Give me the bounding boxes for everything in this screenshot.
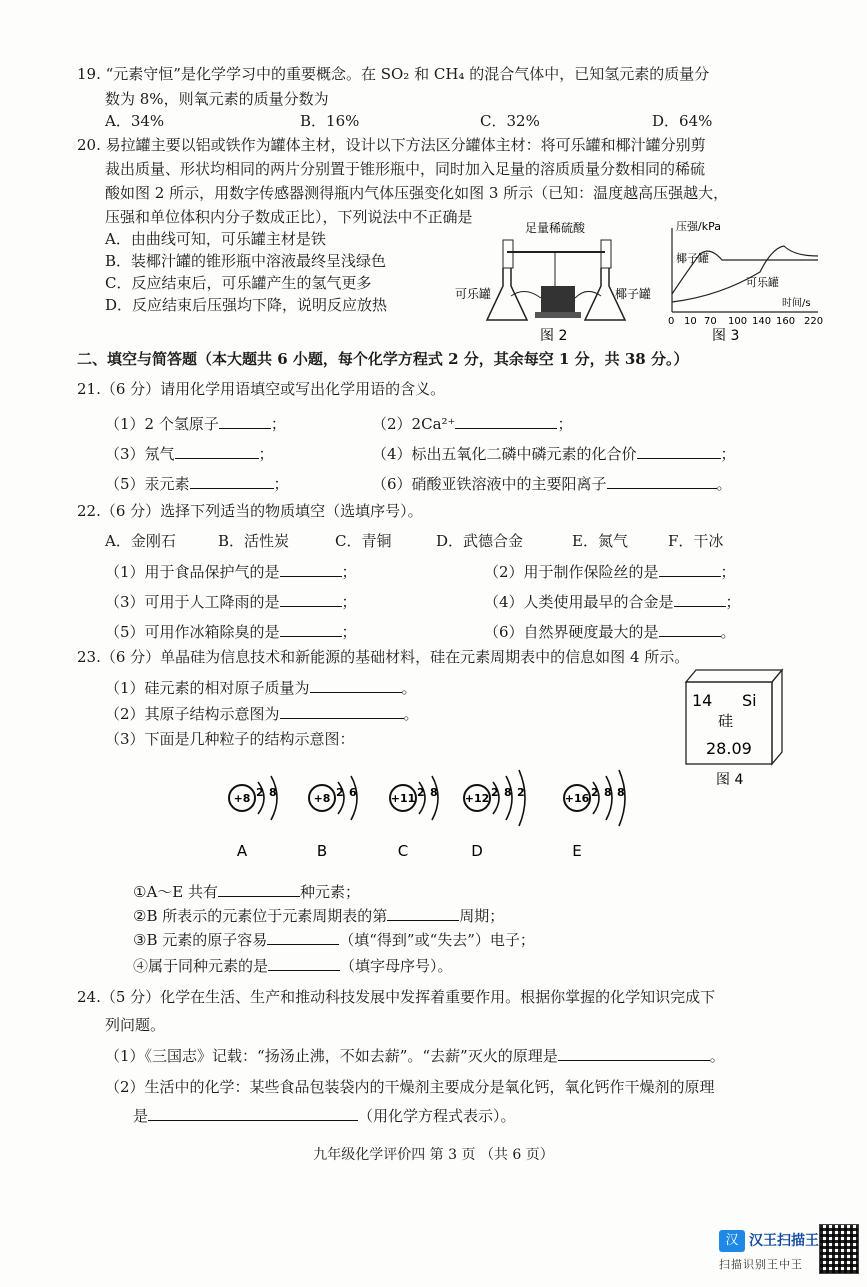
q22-item-1: （1）用于食品保护气的是 ； xyxy=(105,560,357,583)
q23-sub-3-text: ③B 元素的原子容易 xyxy=(133,931,268,949)
fig3-tick-label: 70 xyxy=(704,316,717,327)
fig2-right-label: 椰子罐 xyxy=(615,287,652,301)
q21-answer-4[interactable] xyxy=(637,442,721,459)
figure-4-si-cell xyxy=(682,668,786,788)
q20-line1: 20. 易拉罐主要以铝或铁作为罐体主材，设计以下方法区分罐体主材：将可乐罐和椰汁罐分别剪 xyxy=(77,136,706,154)
electron-count: 2 xyxy=(517,786,525,799)
fig4-mass: 28.09 xyxy=(706,739,752,758)
q23-sub-4-tail: （填字母序号）。 xyxy=(340,957,453,975)
scanner-watermark xyxy=(719,1224,859,1280)
electron-count: 2 xyxy=(491,786,499,799)
q22-item-4: （4）人类使用最早的合金是 ； xyxy=(484,590,741,613)
fig3-xlabel: 时间/s xyxy=(782,298,811,309)
nucleus-charge: +8 xyxy=(313,792,331,805)
q21-item-3: （3）氖气 ； xyxy=(105,442,274,465)
figure-2-apparatus xyxy=(455,216,660,346)
particle-c xyxy=(390,776,438,860)
q21-item-6-text: （6）硝酸亚铁溶液中的主要阳离子 xyxy=(372,475,607,493)
q22-choice-b: B．活性炭 xyxy=(218,532,290,550)
particle-e xyxy=(564,770,625,860)
q21-item-6: （6）硝酸亚铁溶液中的主要阳离子 。 xyxy=(372,472,732,495)
q21-item-2-text: （2）2Ca²⁺ xyxy=(372,415,456,433)
q23-sub-answer-4[interactable] xyxy=(268,954,340,971)
q23-sub-2-text: ②B 所表示的元素位于元素周期表的第 xyxy=(133,907,388,925)
qr-code-icon xyxy=(819,1224,859,1274)
q20-line2: 裁出质量、形状均相同的两片分别置于锥形瓶中，同时加入足量的溶质质量分数相同的稀硫 xyxy=(105,160,706,178)
q22-item-3: （3）可用于人工降雨的是 ； xyxy=(105,590,357,613)
electron-count: 8 xyxy=(504,786,512,799)
q19-line1: 19. “元素守恒”是化学学习中的重要概念。在 SO₂ 和 CH₄ 的混合气体中，已知氢元素的质量分 xyxy=(77,65,710,83)
electron-count: 2 xyxy=(336,786,344,799)
data-logger xyxy=(541,286,575,312)
fig3-series-cola: 可乐罐 xyxy=(746,276,779,289)
fig3-series-coconut: 椰子罐 xyxy=(676,252,709,265)
q21-answer-3[interactable] xyxy=(175,442,259,459)
q24-line1: 24.（5 分）化学在生活、生产和推动科技发展中发挥着重要作用。根据你掌握的化学知识完成下 xyxy=(77,988,716,1006)
page-footer: 九年级化学评价四 第 3 页 （共 6 页） xyxy=(313,1147,554,1163)
q22-item-1-text: （1）用于食品保护气的是 xyxy=(105,563,280,581)
q23-sub-3 xyxy=(133,928,535,951)
left-flask xyxy=(487,268,527,320)
q23-stem: 23.（6 分）单晶硅为信息技术和新能源的基础材料，硅在元素周期表中的信息如图 4 所示。 xyxy=(77,648,690,666)
electron-count: 8 xyxy=(604,786,612,799)
electron-count: 8 xyxy=(617,786,625,799)
q22-item-2-text: （2）用于制作保险丝的是 xyxy=(484,563,659,581)
fig3-tick-label: 0 xyxy=(668,316,675,327)
q22-answer-4[interactable] xyxy=(674,590,726,607)
q22-answer-1[interactable] xyxy=(280,560,342,577)
fig3-tick-labels xyxy=(668,316,823,327)
fig3-ylabel: 压强/kPa xyxy=(676,220,721,233)
q19-line2: 数为 8%，则氧元素的质量分数为 xyxy=(105,90,329,108)
q22-item-5: （5）可用作冰箱除臭的是 ； xyxy=(105,620,357,643)
q23-sub-2-tail: 周期； xyxy=(459,907,505,925)
q23-part-1: （1）硅元素的相对原子质量为 。 xyxy=(105,676,417,699)
particle-label: E xyxy=(572,842,582,860)
particle-diagrams xyxy=(215,752,665,864)
q23-sub-1-text: ①A～E 共有 xyxy=(133,883,218,901)
q24-part-2: （2）生活中的化学：某些食品包装袋内的干燥剂主要成分是氧化钙，氧化钙作干燥剂的原理 xyxy=(105,1078,715,1096)
q19-option-b: B．16% xyxy=(300,112,360,130)
fig4-symbol: Si xyxy=(742,691,757,710)
q22-answer-2[interactable] xyxy=(659,560,721,577)
q20-option-a: A．由曲线可知，可乐罐主材是铁 xyxy=(105,230,326,248)
electron-count: 2 xyxy=(591,786,599,799)
q24-part-2-is: 是 xyxy=(133,1107,149,1125)
figure-3-chart xyxy=(660,216,825,346)
q22-answer-6[interactable] xyxy=(659,620,721,637)
q19-option-c: C．32% xyxy=(480,112,540,130)
q22-answer-3[interactable] xyxy=(280,590,342,607)
q21-stem: 21.（6 分）请用化学用语填空或写出化学用语的含义。 xyxy=(77,380,446,398)
q20-option-d: D．反应结束后压强均下降，说明反应放热 xyxy=(105,296,388,314)
q22-choice-c: C．青铜 xyxy=(335,532,392,550)
particle-b xyxy=(309,776,357,860)
q24-part-1: （1）《三国志》记载：“扬汤止沸，不如去薪”。“去薪”灭火的原理是 。 xyxy=(105,1044,725,1067)
q23-sub-3-tail: （填“得到”或“失去”）电子； xyxy=(339,931,535,949)
watermark-logo: 汉 xyxy=(719,1230,745,1252)
q22-item-4-text: （4）人类使用最早的合金是 xyxy=(484,593,674,611)
q23-sub-answer-2[interactable] xyxy=(387,904,459,921)
q22-choice-a: A．金刚石 xyxy=(105,532,176,550)
particle-a xyxy=(229,776,277,860)
q24-part-2-cont xyxy=(133,1104,516,1127)
q20-line4: 压强和单位体积内分子数成正比），下列说法中不正确是 xyxy=(105,208,473,226)
particle-label: A xyxy=(236,842,248,860)
q22-choice-d: D．武德合金 xyxy=(436,532,524,550)
fig3-tick-label: 160 xyxy=(776,316,796,327)
fig3-tick-label: 220 xyxy=(804,316,824,327)
section-2-heading: 二、填空与简答题（本大题共 6 小题，每个化学方程式 2 分，其余每空 1 分，共 38 分。） xyxy=(77,350,689,368)
fig3-caption: 图 3 xyxy=(712,328,740,344)
q22-choice-f: F．干冰 xyxy=(668,532,724,550)
q21-item-2: （2）2Ca²⁺ ； xyxy=(372,412,572,435)
nucleus-charge: +16 xyxy=(564,792,590,805)
fig3-tick-label: 140 xyxy=(752,316,772,327)
particle-label: D xyxy=(471,842,483,860)
fig4-name: 硅 xyxy=(718,712,734,730)
nucleus-charge: +12 xyxy=(464,792,490,805)
electron-count: 6 xyxy=(349,786,357,799)
q23-sub-answer-3[interactable] xyxy=(267,928,339,945)
watermark-name: 汉王扫描王 xyxy=(749,1233,819,1249)
q23-sub-4-text: ④属于同种元素的是 xyxy=(133,957,269,975)
q24-answer-2[interactable] xyxy=(148,1104,358,1121)
q21-answer-2[interactable] xyxy=(455,412,557,429)
q21-item-4-text: （4）标出五氧化二磷中磷元素的化合价 xyxy=(372,445,637,463)
fig2-caption: 图 2 xyxy=(540,328,568,344)
q21-item-3-text: （3）氖气 xyxy=(105,445,175,463)
fig3-tick-label: 100 xyxy=(728,316,748,327)
q24-part-1-text: （1）《三国志》记载：“扬汤止沸，不如去薪”。“去薪”灭火的原理是 xyxy=(105,1047,558,1065)
fig4-caption: 图 4 xyxy=(716,772,744,788)
q21-item-1: （1）2 个氢原子 ； xyxy=(105,412,286,435)
q22-item-6: （6）自然界硬度最大的是 。 xyxy=(484,620,736,643)
q21-item-4: （4）标出五氧化二磷中磷元素的化合价 ； xyxy=(372,442,736,465)
q19-option-d: D．64% xyxy=(652,112,713,130)
q22-answer-5[interactable] xyxy=(280,620,342,637)
q21-item-5-text: （5）汞元素 xyxy=(105,475,190,493)
q21-answer-6[interactable] xyxy=(607,472,717,489)
q24-part-2-tail: （用化学方程式表示）。 xyxy=(358,1107,516,1125)
q20-option-b: B．装椰汁罐的锥形瓶中溶液最终呈浅绿色 xyxy=(105,252,387,270)
particle-label: C xyxy=(397,842,409,860)
q23-sub-2 xyxy=(133,904,504,927)
electron-count: 8 xyxy=(269,786,277,799)
electron-count: 2 xyxy=(256,786,264,799)
particle-d xyxy=(464,770,525,860)
q24-line2: 列问题。 xyxy=(105,1016,166,1034)
q22-item-2: （2）用于制作保险丝的是 ； xyxy=(484,560,736,583)
q24-answer-1[interactable] xyxy=(558,1044,710,1061)
q23-answer-2[interactable] xyxy=(280,702,404,719)
q23-sub-1-tail: 种元素； xyxy=(300,883,361,901)
q22-item-3-text: （3）可用于人工降雨的是 xyxy=(105,593,280,611)
watermark-tag: 扫描识别王中王 xyxy=(719,1258,803,1271)
q23-part-1-text: （1）硅元素的相对原子质量为 xyxy=(105,679,310,697)
q23-answer-1[interactable] xyxy=(310,676,402,693)
fig2-acid-label: 足量稀硫酸 xyxy=(525,221,586,235)
electron-count: 2 xyxy=(417,786,425,799)
fig3-tick-label: 10 xyxy=(684,316,697,327)
q22-choice-e: E．氮气 xyxy=(572,532,628,550)
q22-item-6-text: （6）自然界硬度最大的是 xyxy=(484,623,659,641)
q23-part-3: （3）下面是几种粒子的结构示意图： xyxy=(105,730,355,748)
fig2-left-label: 可乐罐 xyxy=(455,287,492,301)
q20-option-c: C．反应结束后，可乐罐产生的氢气更多 xyxy=(105,274,372,292)
q21-answer-1[interactable] xyxy=(219,412,271,429)
fig4-atomic-number: 14 xyxy=(692,691,713,710)
nucleus-charge: +8 xyxy=(233,792,251,805)
q23-sub-answer-1[interactable] xyxy=(218,880,300,897)
q21-answer-5[interactable] xyxy=(190,472,274,489)
q22-item-5-text: （5）可用作冰箱除臭的是 xyxy=(105,623,280,641)
q21-item-5: （5）汞元素 ； xyxy=(105,472,289,495)
q23-sub-4 xyxy=(133,954,453,977)
q23-sub-1 xyxy=(133,880,360,903)
nucleus-charge: +11 xyxy=(390,792,416,805)
q23-part-2-text: （2）其原子结构示意图为 xyxy=(105,705,280,723)
electron-count: 8 xyxy=(430,786,438,799)
q21-item-1-text: （1）2 个氢原子 xyxy=(105,415,219,433)
q19-option-a: A．34% xyxy=(105,112,165,130)
q22-stem: 22.（6 分）选择下列适当的物质填空（选填序号）。 xyxy=(77,502,423,520)
particle-label: B xyxy=(316,842,328,860)
q20-line3: 酸如图 2 所示，用数字传感器测得瓶内气体压强变化如图 3 所示（已知：温度越高压强越大， xyxy=(105,184,729,202)
q23-part-2: （2）其原子结构示意图为 。 xyxy=(105,702,419,725)
